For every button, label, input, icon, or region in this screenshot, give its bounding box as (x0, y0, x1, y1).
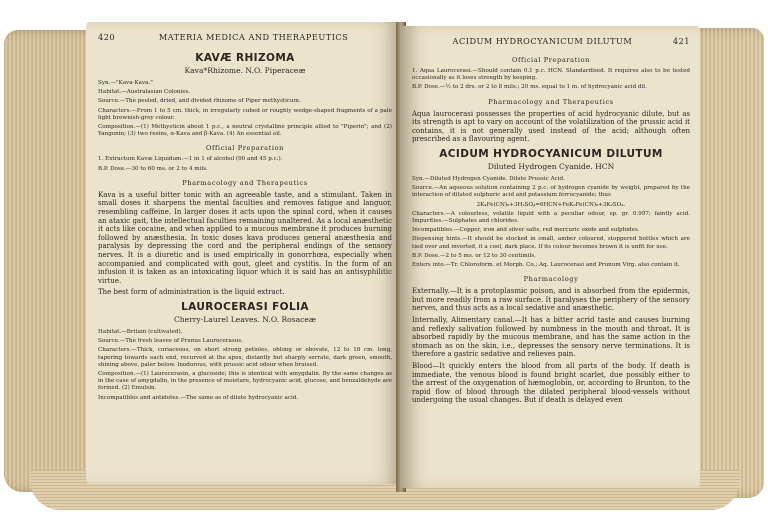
official-prep-heading: Official Preparation (511, 56, 591, 64)
kava-characters: Characters.—From 1 to 5 cm. thick, in irregularly cubed or roughly wedge-shaped fragments of a pale light brownish-grey colour. (98, 107, 392, 121)
aqua-pharm-text: Aqua laurocerasi possesses the properties of acid hydrocyanic dilute, but as its strength is apt to vary on account of the volatilization of the prussic acid it contains, it is not generally used instead of the acid; although often prescribed as a flavouring agent. (412, 109, 690, 144)
laurocerasi-habitat: Habitat.—Britain (cultivated). (98, 328, 183, 335)
laurocerasi-composition: Composition.—(1) Laurocerasin, a glucoside; this is identical with amygdalin. By the same changes as in the case of amygdalin, in the presence of moisture, hydrocyanic acid, glucose, and benzaldehyde are formed. (2) Emulsin. (98, 370, 392, 392)
acid-internally: Internally, Alimentary canal.—It has a bitter acrid taste and causes burning and reflexly salivation followed by numbness in the mouth and throat. It is absorbed rapidly by the mucous membrane, and has the same action in the stomach as on the skin, i.e., depresses the sensory nerve terminations. It is therefore a gastric sedative and relieves pain. (412, 316, 690, 359)
running-head-title: MATERIA MEDICA AND THERAPEUTICS (158, 32, 349, 42)
kava-official-prep-heading: Official Preparation (205, 144, 285, 153)
pharmacology-heading: Pharmacology (523, 275, 579, 284)
acid-subtitle: Diluted Hydrogen Cyanide. HCN (487, 161, 615, 171)
kava-composition: Composition.—(1) Methysticin about 1 p.c., a neutral crystalline principle allied to "Piperin"; and (2) Yangonin; (3) two resins, α-Kava and β-Kava. (4) An essential oil. (98, 124, 392, 138)
laurocerasi-title: LAUROCERASI FOLIA (181, 300, 309, 313)
page-number: 420 (98, 32, 116, 42)
kava-best-form: The best form of administration is the liquid extract. (98, 288, 285, 297)
acid-dose: B.P. Dose.—2 to 5 ms. or 12 to 30 centimils. (412, 252, 536, 259)
acid-dispensing: Dispensing hints.—It should be stocked in small, amber coloured, stoppered bottles which are tied over and inverted, it a cool, dark place. If its colour becomes brown it is unfit for use. (412, 236, 690, 250)
kava-syn: Syn.—"Kava-Kava." (98, 80, 153, 86)
kava-pharm-heading: Pharmacology and Therapeutics (182, 178, 308, 187)
right-page (400, 26, 700, 488)
acid-title: ACIDUM HYDROCYANICUM DILUTUM (439, 147, 663, 160)
acid-characters: Characters.—A colourless, volatile liquid with a peculiar odour, sp. gr. 0.997; faintly acid. Impurities.—Sulphates and chlorides. (412, 210, 690, 224)
laurocerasi-incompatibles: Incompatibles and antidotes.—The same as of dilute hydrocyanic acid. (98, 394, 299, 401)
left-running-head (98, 32, 392, 42)
page-number: 421 (672, 36, 690, 46)
right-page-edges (690, 28, 764, 498)
acid-enters-into: Enters into.—Tr. Chloroform. et Morph. Co.; Aq. Laurocerasi and Prunum Virg. also contain it. (412, 262, 680, 269)
laurocerasi-characters: Characters.—Thick, coriaceous, on short strong petioles, oblong or obovate, 12 to 18 cm. long, tapering towards each end, recurved at the apex, distantly but sharply serrate, dark green, smooth, shining above, paler below. Inodorous, with prussic acid odour when bruised. (98, 347, 392, 368)
kava-title: KAVÆ RHIZOMA (195, 52, 295, 64)
acid-blood: Blood—It quickly enters the blood from all parts of the body. If death is immediate, the venous blood is found bright scarlet, due possibly either to the arrest of the oxygenation of hæmoglobin, or, according to Brunton, to the rapid flow of blood through the dilated peripheral blood-vessels without undergoing the usual changes. But if death is delayed even (412, 361, 690, 405)
laurocerasi-source: Source.—The fresh leaves of Prunus Laurocerasus. (98, 338, 243, 345)
acid-equation: 2K₄Fe(CN)₆+3H₂SO₄=6HCN+FeK₂Fe(CN)₆+3K₂SO₄. (476, 201, 626, 208)
kava-habitat: Habitat.—Australasian Colonies. (98, 89, 191, 96)
aqua-laurocerasi: 1. Aqua Laurocerasi.—Should contain 0.1 p.c. HCN. Standardised. It requires also to be tested occasionally as it loses strength by keeping. (412, 68, 690, 82)
kava-source: Source.—The peeled, dried, and divided rhizome of Piper methysticum. (98, 98, 301, 105)
acid-source: Source.—An aqueous solution containing 2 p.c. of hydrogen cyanide by weight, prepared by the interaction of diluted sulphuric acid and potassium ferrocyanide; thus (412, 185, 690, 199)
right-running-head (412, 36, 690, 46)
running-head-title: ACIDUM HYDROCYANICUM DILUTUM (452, 36, 633, 46)
kava-dose: B.P. Dose.—30 to 60 ms. or 2 to 4 mils. (98, 165, 208, 172)
laurocerasi-subtitle: Cherry-Laurel Leaves. N.O. Rosaceæ (173, 314, 317, 324)
left-page (86, 22, 402, 484)
acid-externally: Externally.—It is a protoplasmic poison, and is absorbed from the epidermis, but more readily from a raw surface. It paralyses the periphery of the sensory nerves, and thus acts as a local sedative and anæsthetic. (412, 287, 690, 313)
kava-pharm-text: Kava is a useful bitter tonic with an agreeable taste, and a stimulant. Taken in small doses it sharpens the mental faculties and removes fatigue and languor, resembling caffeine. In larger doses it acts upon the spinal cord, when it causes an ataxic gait, the intellectual faculties remaining unaltered. As a local anæsthetic it acts like cocaine, and when applied to a mucous membrane it produces burning followed by anæsthesia. In toxic doses kava produces general anæsthesia and paralysis by depressing the cord and the peripheral endings of the sensory nerves. It is a diuretic and is used empirically in gonorrhœa, especially when accompanied and complicated with gout, gleet and cystitis. In the form of an infusion it is taken as an intoxicating liquor which it is said has an antisyphilitic virtue. (98, 190, 392, 285)
aqua-dose: B.P. Dose.—½ to 2 drs. or 2 to 8 mils.; 20 ms. equal to 1 m. of hydrocyanic acid dil. (412, 84, 647, 91)
acid-incompatibles: Incompatibles.—Copper, iron and silver salts, red mercuric oxide and sulphides. (412, 227, 640, 234)
kava-subtitle: Kava*Rhizome. N.O. Piperaceæ (184, 66, 306, 75)
kava-extract: 1. Extractum Kavæ Liquidum.—1 in 1 of alcohol (90 and 45 p.c.). (98, 156, 283, 163)
pharm-heading: Pharmacology and Therapeutics (488, 97, 614, 106)
acid-syn: Syn.—Diluted Hydrogen Cyanide. Dilute Prussic Acid. (412, 175, 565, 182)
